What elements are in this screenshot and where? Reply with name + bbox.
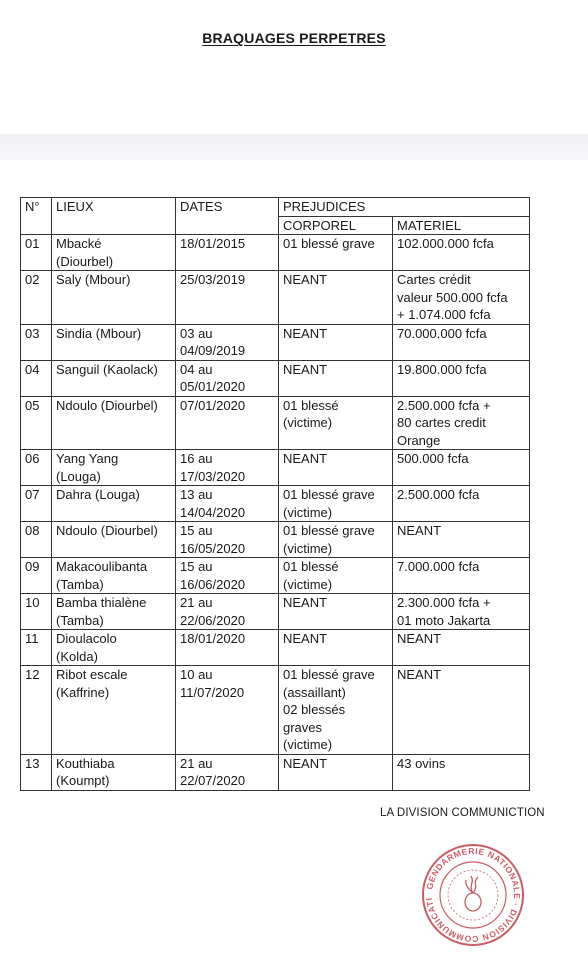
cell-date: 13 au 14/04/2020 [176, 486, 279, 522]
cell-date: 18/01/2015 [176, 235, 279, 271]
cell-lieu: Mbacké (Diourbel) [52, 235, 176, 271]
cell-corporel: 01 blessé grave (assaillant) 02 blessés graves (victime) [279, 666, 393, 755]
table-row [21, 486, 530, 522]
braquages-table [20, 197, 530, 791]
header-num: N° [21, 198, 52, 235]
header-dates: DATES [176, 198, 279, 235]
cell-date: 18/01/2020 [176, 630, 279, 666]
cell-num: 03 [21, 324, 52, 360]
cell-num: 09 [21, 558, 52, 594]
cell-corporel: 01 blessé grave [279, 235, 393, 271]
cell-materiel: 43 ovins [393, 754, 530, 790]
cell-materiel: NEANT [393, 666, 530, 755]
cell-corporel: NEANT [279, 450, 393, 486]
table-row [21, 754, 530, 790]
cell-corporel: NEANT [279, 630, 393, 666]
cell-num: 12 [21, 666, 52, 755]
table-row [21, 324, 530, 360]
cell-num: 11 [21, 630, 52, 666]
table-row [21, 558, 530, 594]
cell-date: 16 au 17/03/2020 [176, 450, 279, 486]
table-row [21, 630, 530, 666]
cell-date: 15 au 16/06/2020 [176, 558, 279, 594]
cell-materiel: 2.300.000 fcfa + 01 moto Jakarta [393, 594, 530, 630]
grenade-emblem-icon [465, 876, 481, 911]
cell-corporel: NEANT [279, 271, 393, 325]
cell-corporel: 01 blessé (victime) [279, 396, 393, 450]
table-row [21, 450, 530, 486]
screenshot-band [0, 134, 588, 160]
page-title-text: BRAQUAGES PERPETRES [202, 30, 386, 46]
cell-materiel: 70.000.000 fcfa [393, 324, 530, 360]
stamp-ring-text: GENDARMERIE NATIONALE · DIVISION COMMUNICATI [424, 845, 523, 945]
table-row [21, 235, 530, 271]
cell-lieu: Dahra (Louga) [52, 486, 176, 522]
cell-date: 04 au 05/01/2020 [176, 360, 279, 396]
cell-lieu: Makacoulibanta (Tamba) [52, 558, 176, 594]
cell-lieu: Ribot escale (Kaffrine) [52, 666, 176, 755]
page-title [0, 30, 588, 46]
cell-corporel: NEANT [279, 754, 393, 790]
cell-lieu: Dioulacolo (Kolda) [52, 630, 176, 666]
cell-num: 07 [21, 486, 52, 522]
cell-num: 10 [21, 594, 52, 630]
cell-lieu: Sindia (Mbour) [52, 324, 176, 360]
cell-corporel: 01 blessé grave (victime) [279, 522, 393, 558]
header-materiel: MATERIEL [393, 216, 530, 235]
table-row [21, 594, 530, 630]
cell-materiel: Cartes crédit valeur 500.000 fcfa + 1.074.000 fcfa [393, 271, 530, 325]
cell-materiel: 2.500.000 fcfa [393, 486, 530, 522]
cell-date: 10 au 11/07/2020 [176, 666, 279, 755]
cell-materiel: 500.000 fcfa [393, 450, 530, 486]
cell-corporel: NEANT [279, 594, 393, 630]
header-corporel: CORPOREL [279, 216, 393, 235]
cell-materiel: NEANT [393, 630, 530, 666]
table-row [21, 396, 530, 450]
cell-lieu: Sanguil (Kaolack) [52, 360, 176, 396]
cell-corporel: NEANT [279, 324, 393, 360]
header-row-top [21, 198, 530, 217]
cell-corporel: 01 blessé (victime) [279, 558, 393, 594]
cell-num: 06 [21, 450, 52, 486]
cell-materiel: NEANT [393, 522, 530, 558]
table-body [21, 235, 530, 791]
cell-date: 25/03/2019 [176, 271, 279, 325]
cell-materiel: 7.000.000 fcfa [393, 558, 530, 594]
cell-date: 03 au 04/09/2019 [176, 324, 279, 360]
table-row [21, 666, 530, 755]
cell-materiel: 102.000.000 fcfa [393, 235, 530, 271]
header-prejudices: PREJUDICES [279, 198, 530, 217]
cell-corporel: NEANT [279, 360, 393, 396]
cell-date: 15 au 16/05/2020 [176, 522, 279, 558]
cell-num: 04 [21, 360, 52, 396]
cell-date: 07/01/2020 [176, 396, 279, 450]
stamp-seal [418, 840, 528, 950]
cell-lieu: Yang Yang (Louga) [52, 450, 176, 486]
cell-date: 21 au 22/06/2020 [176, 594, 279, 630]
footer-signature: LA DIVISION COMMUNICTION [380, 807, 545, 819]
cell-lieu: Ndoulo (Diourbel) [52, 396, 176, 450]
cell-num: 02 [21, 271, 52, 325]
gendarmerie-stamp [418, 840, 528, 950]
cell-corporel: 01 blessé grave (victime) [279, 486, 393, 522]
cell-num: 01 [21, 235, 52, 271]
table-row [21, 522, 530, 558]
table-row [21, 360, 530, 396]
header-lieux: LIEUX [52, 198, 176, 235]
cell-lieu: Saly (Mbour) [52, 271, 176, 325]
cell-num: 13 [21, 754, 52, 790]
cell-num: 08 [21, 522, 52, 558]
cell-lieu: Ndoulo (Diourbel) [52, 522, 176, 558]
cell-lieu: Bamba thialène (Tamba) [52, 594, 176, 630]
cell-materiel: 2.500.000 fcfa + 80 cartes credit Orange [393, 396, 530, 450]
cell-materiel: 19.800.000 fcfa [393, 360, 530, 396]
cell-date: 21 au 22/07/2020 [176, 754, 279, 790]
cell-num: 05 [21, 396, 52, 450]
cell-lieu: Kouthiaba (Koumpt) [52, 754, 176, 790]
table-row [21, 271, 530, 325]
